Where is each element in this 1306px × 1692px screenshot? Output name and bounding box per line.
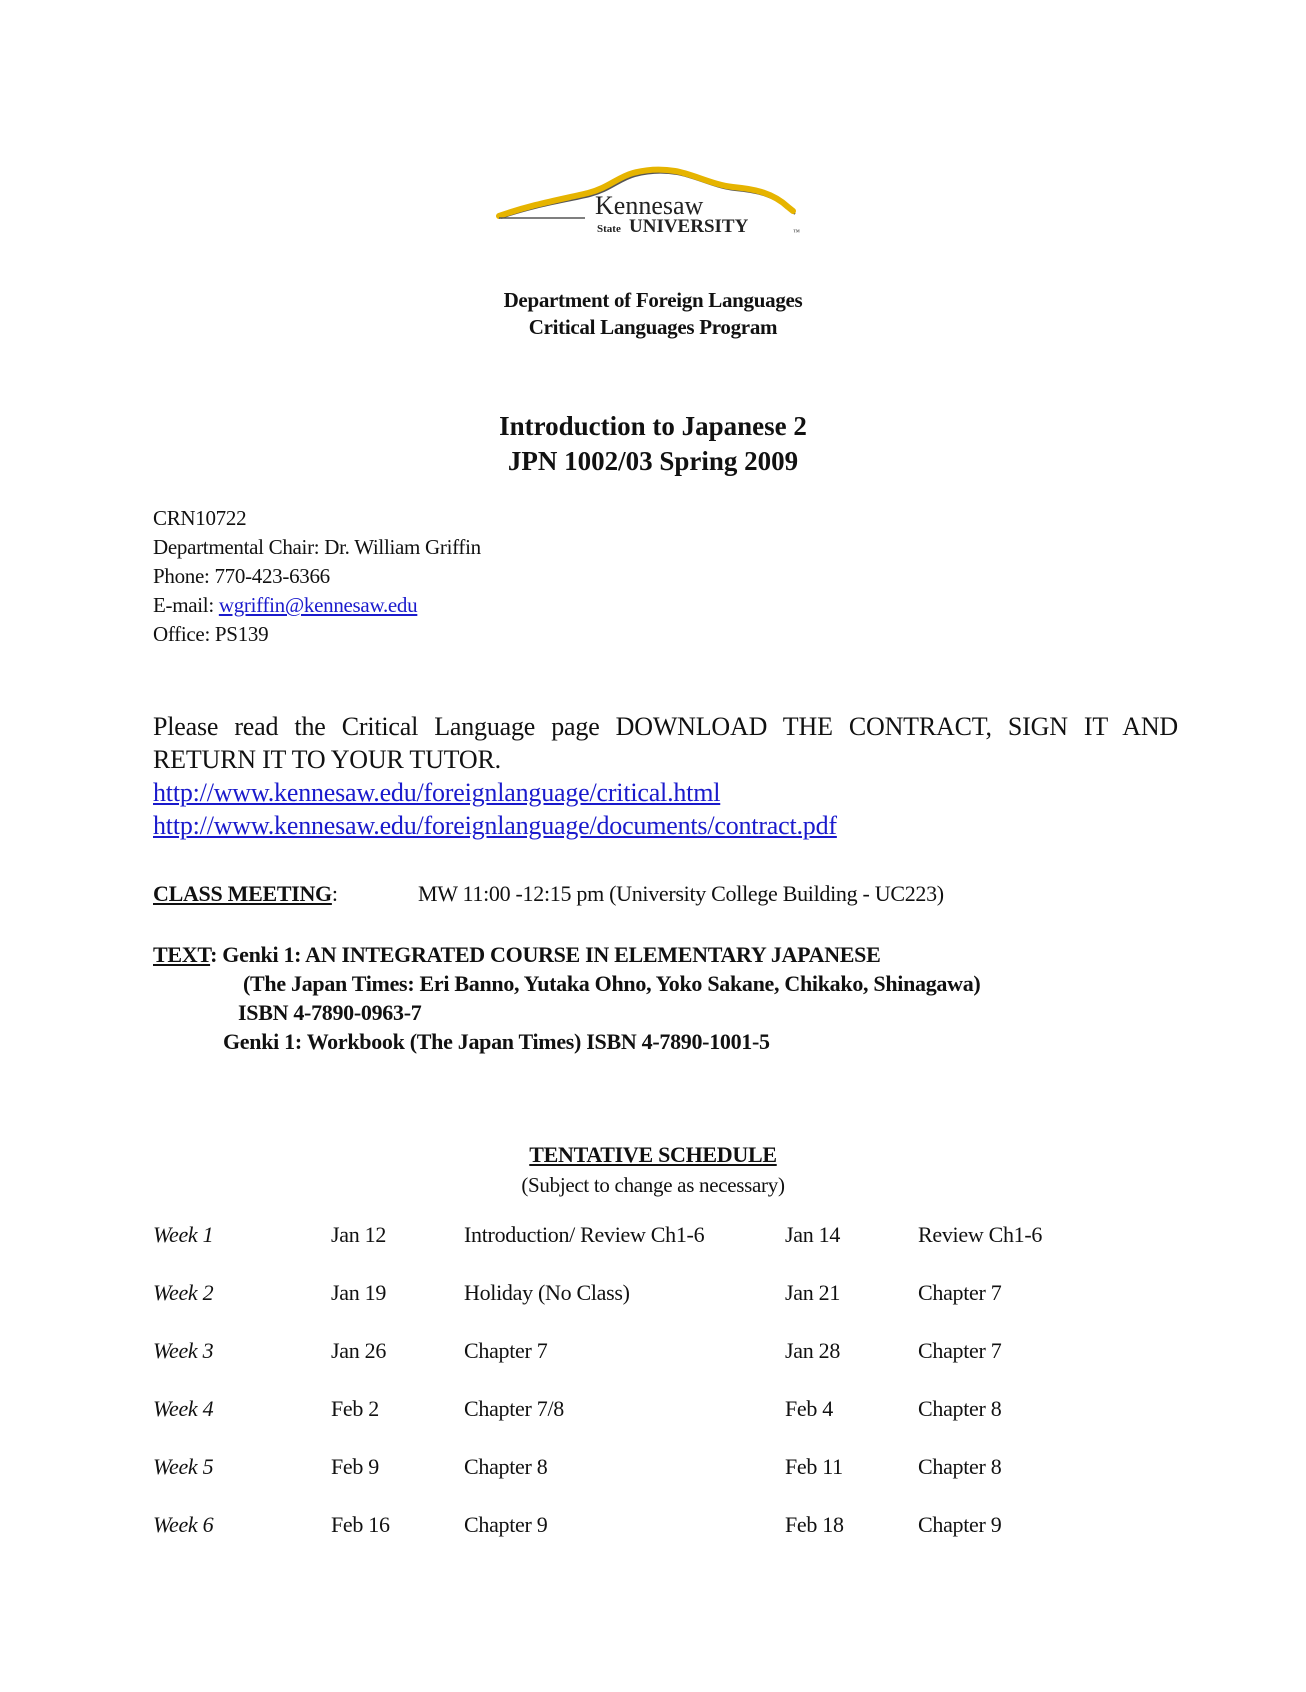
textbook-authors: (The Japan Times: Eri Banno, Yutaka Ohno, Yoko Sakane, Chikako, Shinagawa) [243, 971, 981, 996]
schedule-row [153, 1512, 1153, 1570]
schedule-title: TENTATIVE SCHEDULE [529, 1142, 777, 1167]
email-link[interactable]: wgriffin@kennesaw.edu [218, 593, 418, 617]
topic-2: Chapter 8 [918, 1454, 1002, 1479]
date-2: Jan 21 [785, 1280, 841, 1305]
schedule-table [153, 1222, 1153, 1570]
schedule-row [153, 1222, 1153, 1280]
topic-2: Chapter 7 [918, 1338, 1002, 1363]
week-label: Week 5 [153, 1454, 214, 1479]
logo-kennesaw: Kennesaw [595, 191, 704, 220]
topic-1: Chapter 9 [464, 1512, 548, 1537]
date-1: Jan 12 [331, 1222, 387, 1247]
crn: CRN10722 [153, 506, 247, 530]
date-2: Jan 28 [785, 1338, 841, 1363]
date-1: Feb 16 [331, 1512, 390, 1537]
textbook-isbn: ISBN 4-7890-0963-7 [238, 1000, 422, 1025]
topic-1: Holiday (No Class) [464, 1280, 630, 1305]
university-logo [495, 166, 825, 256]
workbook: Genki 1: Workbook (The Japan Times) ISBN 4-7890-1001-5 [223, 1029, 770, 1054]
schedule-subtitle: (Subject to change as necessary) [521, 1173, 785, 1197]
textbook-line-1 [153, 940, 980, 969]
week-label: Week 1 [153, 1222, 214, 1247]
schedule-row [153, 1454, 1153, 1512]
contact-info [153, 504, 481, 649]
course-title [0, 409, 1306, 479]
office: Office: PS139 [153, 622, 269, 646]
topic-2: Review Ch1-6 [918, 1222, 1043, 1247]
course-code: JPN 1002/03 Spring 2009 [507, 446, 799, 476]
date-1: Jan 26 [331, 1338, 387, 1363]
topic-2: Chapter 8 [918, 1396, 1002, 1421]
logo-state: State [597, 223, 621, 235]
week-label: Week 4 [153, 1396, 214, 1421]
week-label: Week 6 [153, 1512, 214, 1537]
email-line [153, 591, 481, 620]
email-label: E-mail: [153, 593, 219, 617]
class-meeting-colon: : [331, 881, 338, 906]
topic-2: Chapter 9 [918, 1512, 1002, 1537]
class-meeting-label: CLASS MEETING [153, 881, 332, 906]
schedule-row [153, 1338, 1153, 1396]
chair-value: Dr. William Griffin [324, 535, 481, 559]
logo-trademark: ™ [793, 228, 800, 236]
contract-notice [153, 710, 1178, 842]
department-name: Department of Foreign Languages [503, 288, 803, 312]
schedule-row [153, 1396, 1153, 1454]
logo-university: UNIVERSITY [629, 216, 749, 237]
schedule-row [153, 1280, 1153, 1338]
date-2: Feb 11 [785, 1454, 843, 1479]
critical-page-link[interactable]: http://www.kennesaw.edu/foreignlanguage/critical.html [153, 778, 721, 807]
contract-pdf-link[interactable]: http://www.kennesaw.edu/foreignlanguage/documents/contract.pdf [153, 811, 837, 840]
textbook-section [153, 940, 980, 1056]
chair-label: Departmental Chair: [153, 535, 325, 559]
week-label: Week 2 [153, 1280, 214, 1305]
phone: Phone: 770-423-6366 [153, 564, 330, 588]
week-label: Week 3 [153, 1338, 214, 1363]
topic-1: Chapter 7 [464, 1338, 548, 1363]
topic-1: Chapter 8 [464, 1454, 548, 1479]
course-name: Introduction to Japanese 2 [499, 411, 807, 441]
notice-links [153, 776, 1178, 842]
date-1: Feb 9 [331, 1454, 380, 1479]
text-label: TEXT [153, 942, 211, 967]
date-2: Feb 18 [785, 1512, 844, 1537]
chair-line [153, 533, 481, 562]
topic-1: Introduction/ Review Ch1-6 [464, 1222, 705, 1247]
date-1: Jan 19 [331, 1280, 387, 1305]
notice-text: Please read the Critical Language page DOWNLOAD THE CONTRACT, SIGN IT AND RETURN IT TO YOUR TUTOR. [153, 712, 1178, 774]
class-meeting [153, 880, 944, 908]
date-2: Jan 14 [785, 1222, 841, 1247]
department-heading [0, 287, 1306, 341]
class-meeting-value: MW 11:00 -12:15 pm (University College Building - UC223) [418, 881, 944, 906]
textbook-title: : Genki 1: AN INTEGRATED COURSE IN ELEMENTARY JAPANESE [210, 942, 881, 967]
date-1: Feb 2 [331, 1396, 380, 1421]
date-2: Feb 4 [785, 1396, 834, 1421]
topic-2: Chapter 7 [918, 1280, 1002, 1305]
program-name: Critical Languages Program [528, 315, 778, 339]
topic-1: Chapter 7/8 [464, 1396, 564, 1421]
